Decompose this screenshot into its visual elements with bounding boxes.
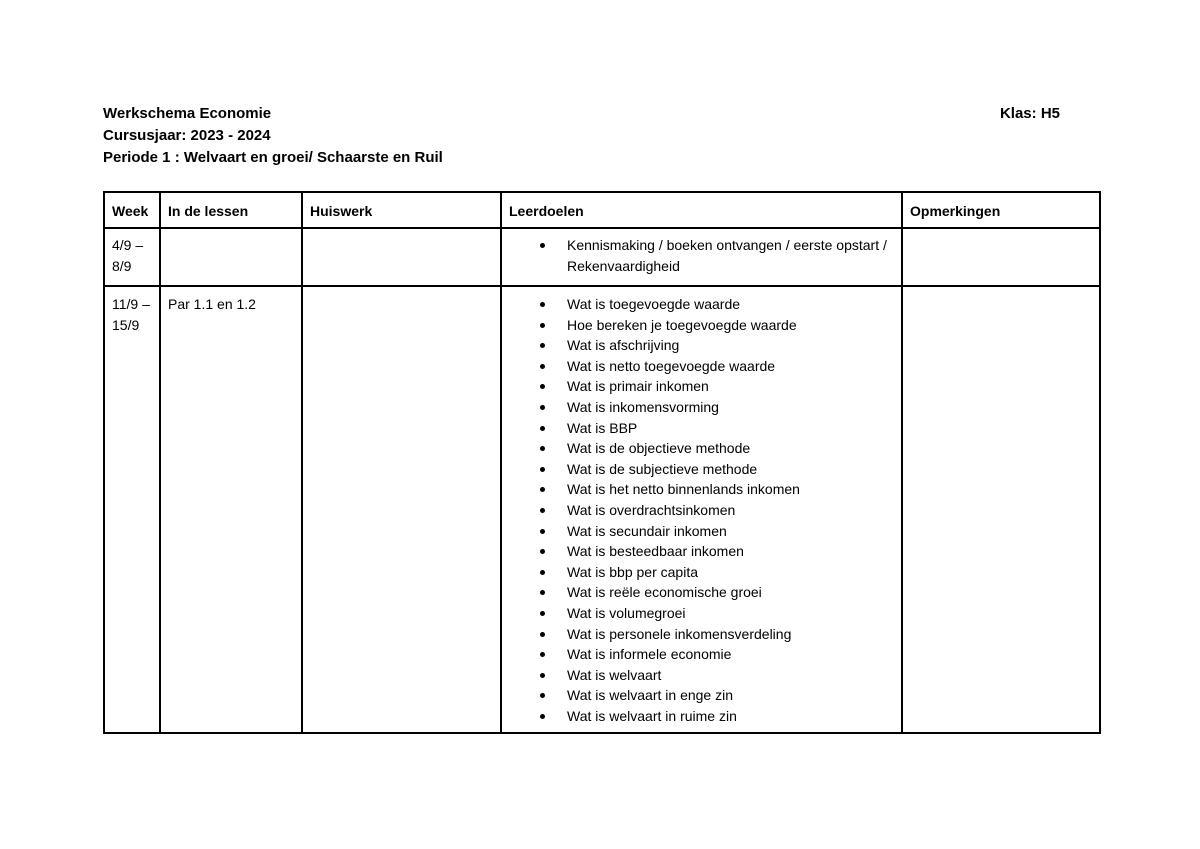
list-item: Wat is netto toegevoegde waarde [539, 356, 894, 377]
huiswerk-cell [302, 228, 501, 286]
class-label: Klas: H5 [999, 105, 1060, 122]
list-item: Wat is primair inkomen [539, 376, 894, 397]
list-item: Wat is welvaart [539, 665, 894, 686]
list-item: Wat is overdrachtsinkomen [539, 500, 894, 521]
document-title: Werkschema Economie [103, 105, 272, 122]
list-item: Wat is besteedbaar inkomen [539, 541, 894, 562]
table-row [104, 228, 1100, 286]
period-title: Periode 1 : Welvaart en groei/ Schaarste en Ruil [103, 149, 443, 166]
list-item: Wat is bbp per capita [539, 562, 894, 583]
list-item: Wat is reële economische groei [539, 582, 894, 603]
table-header-row [104, 192, 1100, 228]
column-header-huiswerk: Huiswerk [302, 192, 501, 228]
column-header-week: Week [104, 192, 160, 228]
leerdoelen-cell [501, 228, 902, 286]
column-header-opmerkingen: Opmerkingen [902, 192, 1100, 228]
list-item: Wat is BBP [539, 418, 894, 439]
opmerkingen-cell [902, 228, 1100, 286]
document-header [103, 103, 1060, 169]
list-item: Wat is inkomensvorming [539, 397, 894, 418]
list-item: Wat is secundair inkomen [539, 521, 894, 542]
week-cell: 4/9 – 8/9 [104, 228, 160, 286]
table-row [104, 286, 1100, 733]
list-item: Wat is het netto binnenlands inkomen [539, 479, 894, 500]
list-item: Hoe bereken je toegevoegde waarde [539, 315, 894, 336]
list-item: Wat is volumegroei [539, 603, 894, 624]
list-item: Kennismaking / boeken ontvangen / eerste opstart / Rekenvaardigheid [539, 235, 894, 276]
list-item: Wat is de subjectieve methode [539, 459, 894, 480]
list-item: Wat is afschrijving [539, 335, 894, 356]
opmerkingen-cell [902, 286, 1100, 733]
list-item: Wat is welvaart in ruime zin [539, 706, 894, 727]
schedule-table [103, 191, 1101, 734]
course-year: Cursusjaar: 2023 - 2024 [103, 127, 271, 144]
list-item: Wat is personele inkomensverdeling [539, 624, 894, 645]
week-cell: 11/9 – 15/9 [104, 286, 160, 733]
list-item: Wat is de objectieve methode [539, 438, 894, 459]
learning-goals-list [509, 294, 894, 726]
list-item: Wat is toegevoegde waarde [539, 294, 894, 315]
list-item: Wat is informele economie [539, 644, 894, 665]
column-header-leerdoelen: Leerdoelen [501, 192, 902, 228]
huiswerk-cell [302, 286, 501, 733]
learning-goals-list [509, 235, 894, 276]
lessen-cell: Par 1.1 en 1.2 [160, 286, 302, 733]
list-item: Wat is welvaart in enge zin [539, 685, 894, 706]
leerdoelen-cell [501, 286, 902, 733]
column-header-lessen: In de lessen [160, 192, 302, 228]
lessen-cell [160, 228, 302, 286]
